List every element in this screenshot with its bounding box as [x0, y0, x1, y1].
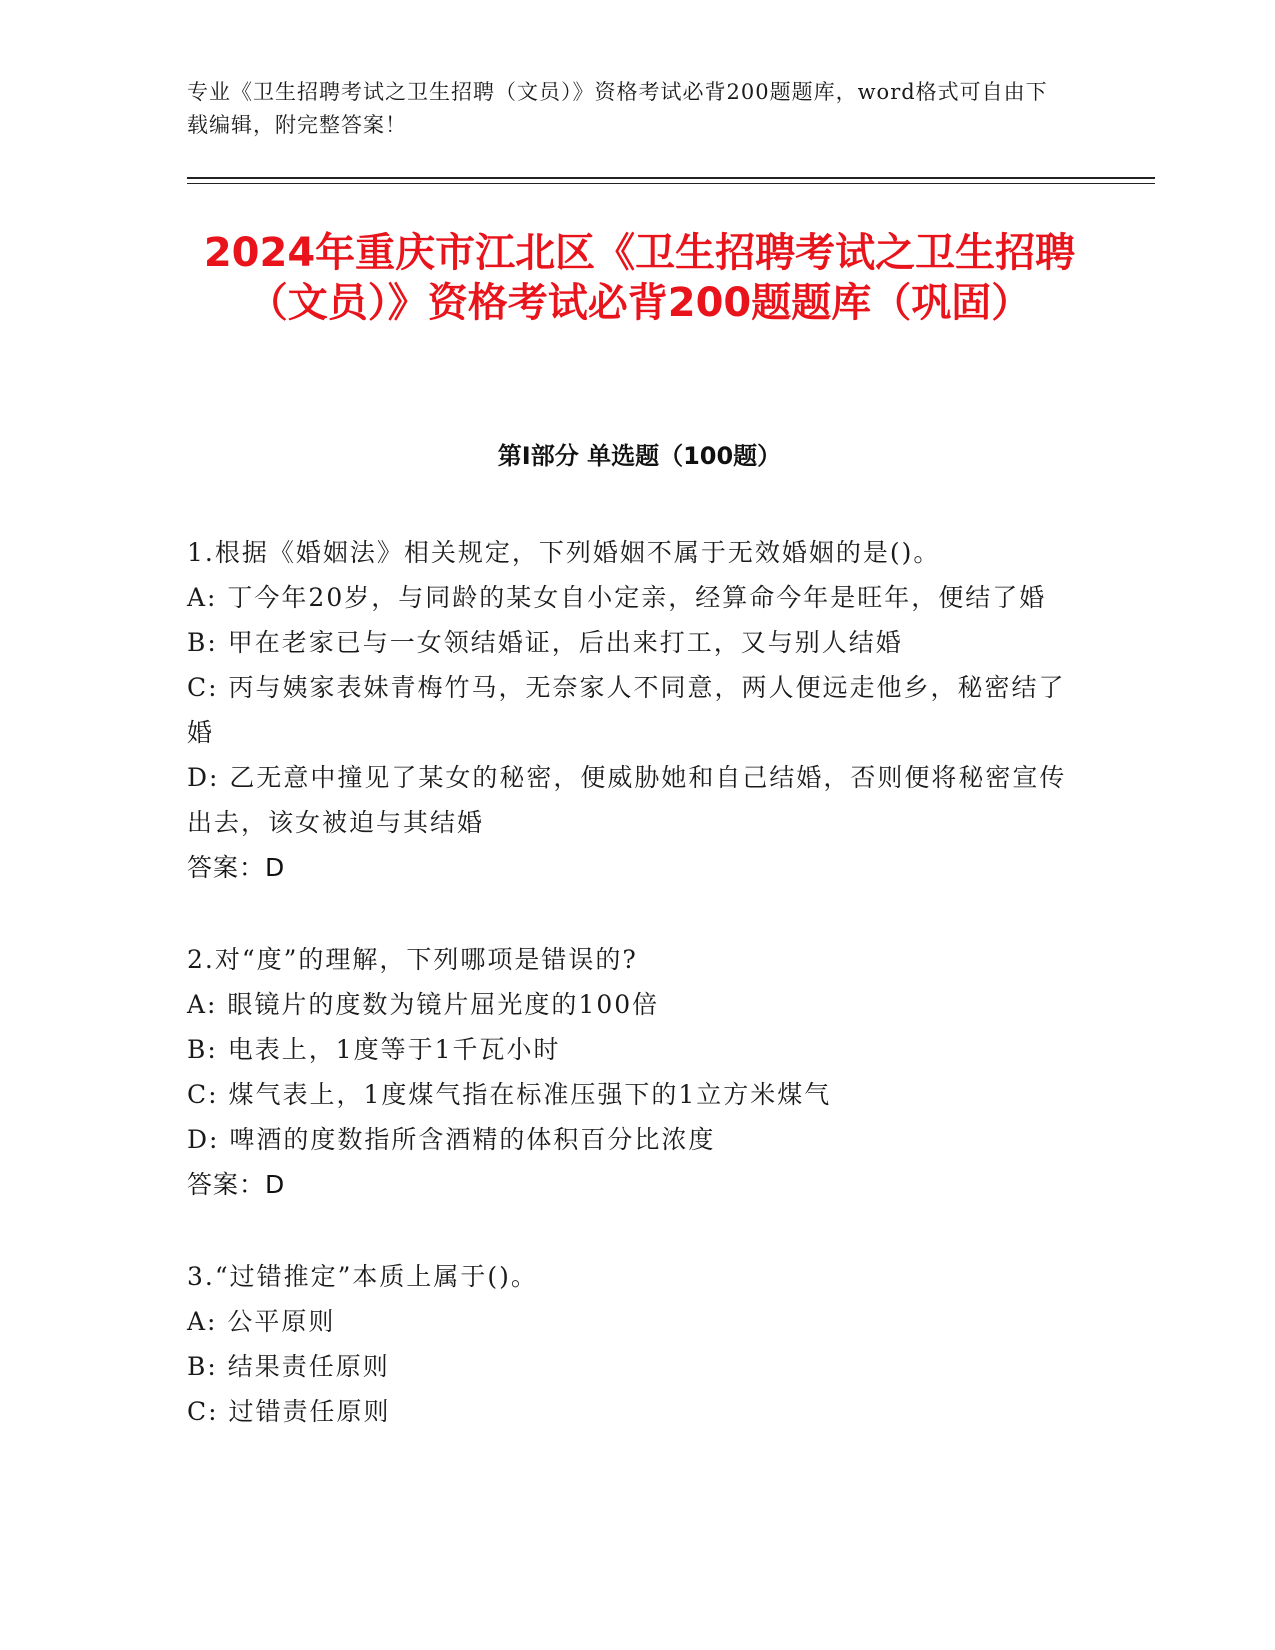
- answer-line: 答案：D: [187, 853, 286, 882]
- option-c: C: 过错责任原则: [187, 1397, 391, 1426]
- option-b: B: 甲在老家已与一女领结婚证，后出来打工，又与别人结婚: [187, 628, 903, 657]
- answer-line: 答案：D: [187, 1170, 286, 1199]
- header-note: 专业《卫生招聘考试之卫生招聘（文员）》资格考试必背200题题库，word格式可自由下载编辑，附完整答案！: [187, 80, 1048, 137]
- option-a: A: 公平原则: [187, 1307, 336, 1336]
- header-divider-thick: [187, 177, 1155, 179]
- option-a: A: 丁今年20岁，与同龄的某女自小定亲，经算命今年是旺年，便结了婚: [187, 583, 1047, 612]
- question-item: [187, 1254, 1077, 1434]
- question-stem: 2.对“度”的理解，下列哪项是错误的?: [187, 945, 638, 974]
- document-title: 2024年重庆市江北区《卫生招聘考试之卫生招聘（文员）》资格考试必背200题题库（巩固）: [203, 230, 1076, 326]
- section-heading: 第Ⅰ部分 单选题（100题）: [497, 442, 782, 470]
- option-d: D: 乙无意中撞见了某女的秘密，便威胁她和自己结婚，否则便将秘密宣传出去，该女被迫与其结婚: [187, 763, 1067, 837]
- question-item: [187, 530, 1077, 890]
- question-list: [187, 530, 1077, 1481]
- question-stem: 1.根据《婚姻法》相关规定，下列婚姻不属于无效婚姻的是()。: [187, 538, 941, 567]
- option-c: C: 丙与姨家表妹青梅竹马，无奈家人不同意，两人便远走他乡，秘密结了婚: [187, 673, 1066, 747]
- question-stem: 3.“过错推定”本质上属于()。: [187, 1262, 538, 1291]
- option-b: B: 电表上，1度等于1千瓦小时: [187, 1035, 561, 1064]
- question-item: [187, 937, 1077, 1207]
- option-d: D: 啤酒的度数指所含酒精的体积百分比浓度: [187, 1125, 716, 1154]
- option-a: A: 眼镜片的度数为镜片屈光度的100倍: [187, 990, 660, 1019]
- option-b: B: 结果责任原则: [187, 1352, 390, 1381]
- option-c: C: 煤气表上，1度煤气指在标准压强下的1立方米煤气: [187, 1080, 832, 1109]
- header-divider-thin: [187, 183, 1155, 184]
